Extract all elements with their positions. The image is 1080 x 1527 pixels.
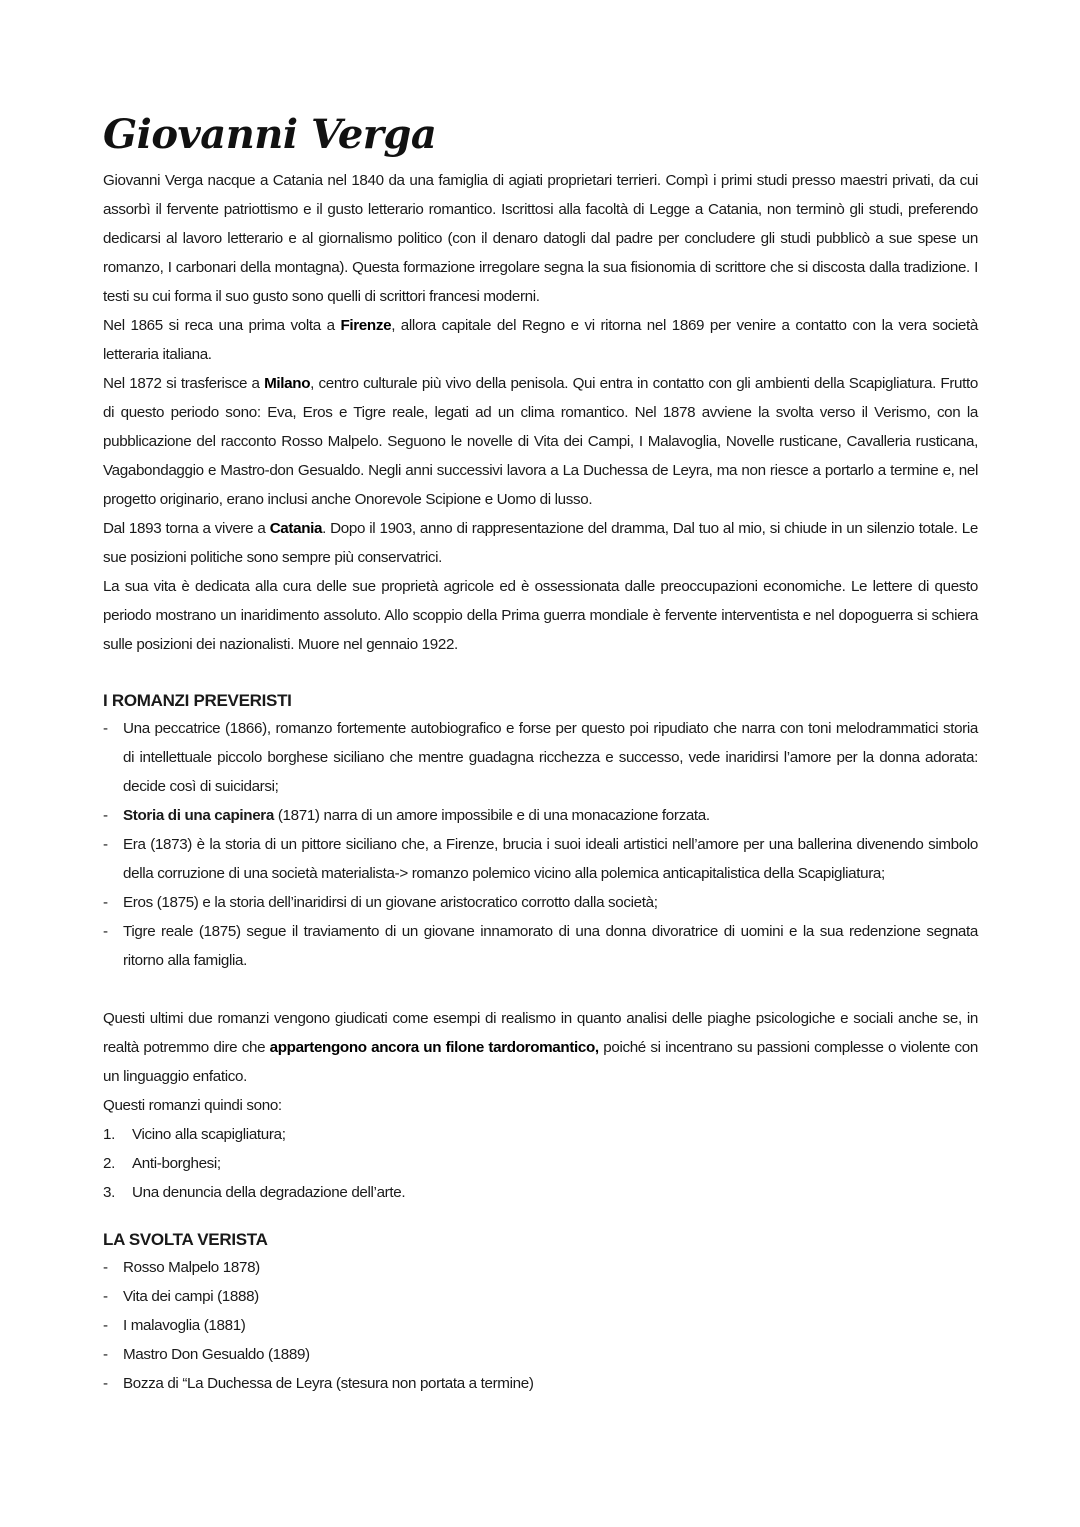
text-run: Dal 1893 torna a vivere a [103,520,270,537]
list-item [103,1178,978,1207]
preveristi-list [103,714,978,975]
text-run: Anti-borghesi; [132,1155,221,1172]
text-run: Nel 1865 si reca una prima volta a [103,317,341,334]
text-run: Rosso Malpelo 1878) [123,1259,260,1276]
list-item [103,1369,978,1398]
text-run: Tigre reale (1875) segue il traviamento di un giovane innamorato di una donna divoratrice di uomini e la sua redenzione segnata ritorno alla famiglia. [123,923,978,969]
list-item [103,917,978,975]
document-title: Giovanni Verga [103,111,437,158]
text-run: (1871) narra di un amore impossibile e di una monacazione forzata. [273,807,710,824]
bold-text-milano: Milano [264,375,311,392]
bold-text-firenze: Firenze [340,317,392,334]
list-item [103,830,978,888]
bio-paragraph-4 [103,514,978,572]
bold-text-tardoromantico: appartengono ancora un filone tardoromantico, [269,1039,599,1056]
list-item [103,888,978,917]
text-run: Era (1873) è la storia di un pittore siciliano che, a Firenze, brucia i suoi ideali artistici nell’amore per una ballerina divenendo simbolo della corruzione di una società materialista-> romanzo polemico vicino alla polemica anticapitalistica della Scapigliatura; [123,836,978,882]
dash-bullet-icon: - [103,807,108,824]
dash-bullet-icon: - [103,923,108,940]
analysis-paragraph [103,1004,978,1091]
text-run: Una denuncia della degradazione dell’arte. [132,1184,406,1201]
bold-text-catania: Catania [269,520,323,537]
list-number: 1. [103,1126,115,1143]
text-run: Vita dei campi (1888) [123,1288,259,1305]
dash-bullet-icon: - [103,1317,108,1334]
text-run: . Dopo il 1903, anno di rappresentazione del dramma, Dal tuo al mio, si chiude in un silenzio totale. Le sue posizioni politiche sono sempre più conservatrici. [103,520,978,566]
section-heading-preveristi: I ROMANZI PREVERISTI [103,691,292,710]
list-item [103,714,978,801]
list-item [103,1282,978,1311]
text-run: , allora capitale del Regno e vi ritorna nel 1869 per venire a contatto con la vera società letteraria italiana. [103,317,978,363]
list-item [103,801,978,830]
list-item [103,1120,978,1149]
text-run: Giovanni Verga nacque a Catania nel 1840 da una famiglia di agiati proprietari terrieri. Compì i primi studi presso maestri privati, da cui assorbì il fervente patriottismo e il gusto letterario romantico. Iscrittosi alla facoltà di Legge a Catania, non terminò gli studi, preferendo dedicarsi al lavoro letterario e al giornalismo politico (con il denaro datogli dal padre per concludere gli studi pubblicò a sue spese un romanzo, I carbonari della montagna). Questa formazione irregolare segna la sua fisionomia di scrittore che si discosta dalla tradizione. I testi su cui forma il suo gusto sono quelli di scrittori francesi moderni. [103,172,978,305]
spacer [103,1207,978,1227]
dash-bullet-icon: - [103,1259,108,1276]
list-item [103,1340,978,1369]
dash-bullet-icon: - [103,1375,108,1392]
verista-list [103,1253,978,1398]
dash-bullet-icon: - [103,1346,108,1363]
bio-paragraph-1 [103,166,978,311]
section-heading-verista: LA SVOLTA VERISTA [103,1230,268,1249]
text-run: Eros (1875) e la storia dell’inaridirsi di un giovane aristocratico corrotto dalla società; [123,894,658,911]
spacer [103,659,978,688]
biography-section [103,166,978,659]
text-run: La sua vita è dedicata alla cura delle sue proprietà agricole ed è ossessionata dalle preoccupazioni economiche. Le lettere di questo periodo mostrano un inaridimento assoluto. Allo scoppio della Prima guerra mondiale è fervente interventista e nel dopoguerra si schiera sulle posizioni dei nazionalisti. Muore nel gennaio 1922. [103,578,978,653]
dash-bullet-icon: - [103,894,108,911]
bio-paragraph-3 [103,369,978,514]
list-number: 2. [103,1155,115,1172]
spacer [103,975,978,1004]
dash-bullet-icon: - [103,720,108,737]
document-page [103,108,978,1398]
text-run: Una peccatrice (1866), romanzo fortemente autobiografico e forse per questo poi ripudiato che narra con toni melodrammatici storia di intellettuale piccolo borghese siciliano che mentre guadagna ricchezza e successo, vede inaridirsi l’amore per la donna adorata: decide così di suicidarsi; [123,720,978,795]
text-run: Questi ultimi due romanzi vengono giudicati come esempi di realismo in quanto analisi delle piaghe psicologiche e sociali anche se, in realtà potremmo dire che [103,1010,978,1056]
text-run: Mastro Don Gesualdo (1889) [123,1346,310,1363]
text-run: Bozza di “La Duchessa de Leyra (stesura non portata a termine) [123,1375,534,1392]
text-run: poiché si incentrano su passioni complesse o violente con un linguaggio enfatico. [103,1039,978,1085]
section-verista [103,1227,978,1398]
dash-bullet-icon: - [103,1288,108,1305]
text-run: , centro culturale più vivo della penisola. Qui entra in contatto con gli ambienti della Scapigliatura. Frutto di questo periodo sono: Eva, Eros e Tigre reale, legati ad un clima romantico. Nel 1878 avviene la svolta verso il Verismo, con la pubblicazione del racconto Rosso Malpelo. Seguono le novelle di Vita dei Campi, I Malavoglia, Novelle rusticane, Cavalleria rusticana, Vagabondaggio e Mastro-don Gesualdo. Negli anni successivi lavora a La Duchessa de Leyra, ma non riesce a portarlo a termine e, nel progetto originario, erano inclusi anche Onorevole Scipione e Uomo di lusso. [103,375,978,508]
summary-intro: Questi romanzi quindi sono: [103,1097,282,1114]
list-number: 3. [103,1184,115,1201]
text-run: Nel 1872 si trasferisce a [103,375,265,392]
bio-paragraph-5 [103,572,978,659]
list-item [103,1149,978,1178]
section-preveristi [103,688,978,1207]
bold-text-title: Storia di una capinera [123,807,274,824]
bio-paragraph-2 [103,311,978,369]
text-run: Vicino alla scapigliatura; [132,1126,286,1143]
list-item [103,1253,978,1282]
dash-bullet-icon: - [103,836,108,853]
text-run: I malavoglia (1881) [123,1317,246,1334]
list-item [103,1311,978,1340]
summary-list [103,1120,978,1207]
